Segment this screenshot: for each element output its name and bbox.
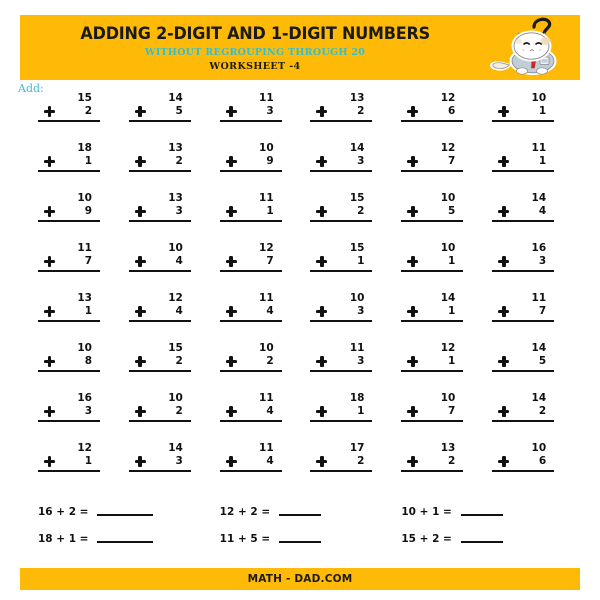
plus-icon bbox=[44, 456, 55, 467]
addend-bottom: 7 bbox=[538, 305, 547, 317]
addend-top: 10 bbox=[168, 242, 183, 254]
problem-row bbox=[38, 442, 583, 492]
answer-rule bbox=[38, 170, 100, 172]
problem-row bbox=[38, 392, 583, 442]
answer-rule bbox=[492, 370, 554, 372]
equation-answer-blank[interactable] bbox=[97, 514, 153, 516]
plus-icon bbox=[407, 306, 418, 317]
addend-top: 13 bbox=[168, 142, 183, 154]
addend-bottom: 3 bbox=[175, 205, 183, 217]
addend-bottom: 8 bbox=[84, 355, 92, 367]
addend-top: 11 bbox=[77, 242, 92, 254]
addend-bottom: 6 bbox=[538, 455, 547, 467]
answer-rule bbox=[492, 420, 554, 422]
problem-cell[interactable] bbox=[492, 142, 583, 192]
site-credit-label: MATH - DAD.COM bbox=[247, 573, 353, 585]
equation-expression: 15 + 2 = bbox=[401, 532, 452, 545]
plus-icon bbox=[135, 456, 146, 467]
addend-top: 10 bbox=[259, 142, 274, 154]
problem-row bbox=[38, 242, 583, 292]
plus-icon bbox=[316, 256, 327, 267]
problem-cell[interactable] bbox=[492, 192, 583, 242]
answer-rule bbox=[310, 270, 372, 272]
addend-bottom: 1 bbox=[84, 305, 92, 317]
answer-rule bbox=[220, 270, 282, 272]
answer-rule bbox=[310, 120, 372, 122]
answer-rule bbox=[310, 220, 372, 222]
plus-icon bbox=[407, 406, 418, 417]
plus-icon bbox=[407, 206, 418, 217]
answer-rule bbox=[220, 420, 282, 422]
answer-rule bbox=[401, 270, 463, 272]
problem-cell[interactable] bbox=[129, 342, 220, 392]
plus-icon bbox=[226, 206, 237, 217]
addend-top: 18 bbox=[349, 392, 365, 404]
addend-bottom: 1 bbox=[357, 405, 365, 417]
equation-cell[interactable] bbox=[401, 498, 583, 525]
problem-cell[interactable] bbox=[220, 142, 311, 192]
addend-bottom: 2 bbox=[175, 405, 183, 417]
addend-bottom: 4 bbox=[266, 305, 274, 317]
footer-banner bbox=[20, 568, 580, 590]
problem-cell[interactable] bbox=[129, 292, 220, 342]
addend-top: 16 bbox=[77, 392, 92, 404]
plus-icon bbox=[135, 356, 146, 367]
equation-answer-blank[interactable] bbox=[461, 514, 503, 516]
addend-bottom: 1 bbox=[266, 205, 274, 217]
addend-bottom: 1 bbox=[357, 255, 365, 267]
answer-rule bbox=[220, 320, 282, 322]
addend-top: 10 bbox=[77, 342, 92, 354]
plus-icon bbox=[226, 356, 237, 367]
addend-top: 12 bbox=[440, 92, 456, 104]
problem-cell[interactable] bbox=[401, 292, 492, 342]
equation-answer-blank[interactable] bbox=[279, 541, 321, 543]
equation-answer-blank[interactable] bbox=[279, 514, 321, 516]
addend-bottom: 4 bbox=[266, 455, 274, 467]
plus-icon bbox=[407, 156, 418, 167]
answer-rule bbox=[38, 220, 100, 222]
addend-top: 10 bbox=[440, 392, 456, 404]
equation-row bbox=[38, 525, 583, 552]
problem-cell[interactable] bbox=[129, 442, 220, 492]
addend-bottom: 9 bbox=[84, 205, 92, 217]
addend-top: 11 bbox=[259, 292, 274, 304]
addend-top: 13 bbox=[349, 92, 365, 104]
answer-rule bbox=[220, 170, 282, 172]
problem-cell[interactable] bbox=[129, 392, 220, 442]
plus-icon bbox=[316, 356, 327, 367]
addend-top: 10 bbox=[531, 442, 547, 454]
answer-rule bbox=[38, 370, 100, 372]
problem-cell[interactable] bbox=[401, 142, 492, 192]
answer-rule bbox=[220, 220, 282, 222]
addend-bottom: 2 bbox=[84, 105, 92, 117]
answer-rule bbox=[220, 370, 282, 372]
equation-answer-blank[interactable] bbox=[97, 541, 153, 543]
header-banner bbox=[20, 15, 580, 80]
problem-cell[interactable] bbox=[310, 392, 401, 442]
plus-icon bbox=[135, 106, 146, 117]
equation-answer-blank[interactable] bbox=[461, 541, 503, 543]
addend-top: 14 bbox=[531, 392, 547, 404]
addend-bottom: 3 bbox=[84, 405, 92, 417]
answer-rule bbox=[38, 470, 100, 472]
addend-top: 11 bbox=[259, 392, 274, 404]
plus-icon bbox=[498, 306, 509, 317]
addend-top: 11 bbox=[259, 442, 274, 454]
addend-top: 14 bbox=[531, 342, 547, 354]
plus-icon bbox=[498, 356, 509, 367]
plus-icon bbox=[316, 206, 327, 217]
problem-cell[interactable] bbox=[129, 242, 220, 292]
addend-top: 12 bbox=[440, 342, 456, 354]
addend-bottom: 1 bbox=[448, 255, 456, 267]
plus-icon bbox=[44, 256, 55, 267]
problem-cell[interactable] bbox=[401, 192, 492, 242]
addend-top: 11 bbox=[531, 292, 547, 304]
problem-cell[interactable] bbox=[38, 292, 129, 342]
answer-rule bbox=[38, 320, 100, 322]
problem-cell[interactable] bbox=[492, 92, 583, 142]
answer-rule bbox=[129, 120, 191, 122]
answer-rule bbox=[401, 120, 463, 122]
problem-row bbox=[38, 92, 583, 142]
problem-cell[interactable] bbox=[38, 142, 129, 192]
plus-icon bbox=[316, 456, 327, 467]
addend-top: 14 bbox=[168, 442, 183, 454]
plus-icon bbox=[44, 156, 55, 167]
addend-top: 12 bbox=[77, 442, 92, 454]
problem-cell[interactable] bbox=[220, 392, 311, 442]
problem-cell[interactable] bbox=[492, 442, 583, 492]
addend-top: 10 bbox=[77, 192, 92, 204]
addend-top: 14 bbox=[168, 92, 183, 104]
addend-bottom: 2 bbox=[266, 355, 274, 367]
problem-cell[interactable] bbox=[220, 342, 311, 392]
problem-row bbox=[38, 142, 583, 192]
equation-expression: 11 + 5 = bbox=[219, 532, 271, 545]
answer-rule bbox=[310, 170, 372, 172]
addend-bottom: 3 bbox=[357, 305, 365, 317]
equation-row bbox=[38, 498, 583, 525]
plus-icon bbox=[226, 256, 237, 267]
problem-cell[interactable] bbox=[492, 292, 583, 342]
addend-bottom: 1 bbox=[538, 155, 547, 167]
equation-cell[interactable] bbox=[220, 525, 402, 552]
cat-mascot-icon bbox=[478, 13, 574, 83]
add-instruction-label: Add: bbox=[18, 82, 44, 95]
answer-rule bbox=[129, 170, 191, 172]
problem-cell[interactable] bbox=[310, 192, 401, 242]
problem-cell[interactable] bbox=[401, 342, 492, 392]
plus-icon bbox=[135, 256, 146, 267]
addend-bottom: 7 bbox=[84, 255, 92, 267]
plus-icon bbox=[498, 106, 509, 117]
problem-cell[interactable] bbox=[310, 92, 401, 142]
addend-bottom: 2 bbox=[175, 155, 183, 167]
plus-icon bbox=[226, 306, 237, 317]
equation-expression: 16 + 2 = bbox=[38, 505, 89, 518]
addend-bottom: 7 bbox=[448, 405, 456, 417]
addend-top: 10 bbox=[531, 92, 547, 104]
plus-icon bbox=[135, 406, 146, 417]
answer-rule bbox=[129, 420, 191, 422]
problem-cell[interactable] bbox=[38, 442, 129, 492]
plus-icon bbox=[135, 306, 146, 317]
answer-rule bbox=[401, 470, 463, 472]
addend-bottom: 1 bbox=[448, 305, 456, 317]
plus-icon bbox=[498, 206, 509, 217]
problem-row bbox=[38, 342, 583, 392]
problem-cell[interactable] bbox=[310, 342, 401, 392]
answer-rule bbox=[492, 270, 554, 272]
plus-icon bbox=[498, 256, 509, 267]
answer-rule bbox=[492, 170, 554, 172]
problem-cell[interactable] bbox=[220, 92, 311, 142]
addend-bottom: 3 bbox=[175, 455, 183, 467]
problem-cell[interactable] bbox=[129, 192, 220, 242]
plus-icon bbox=[44, 206, 55, 217]
equation-expression: 10 + 1 = bbox=[401, 505, 452, 518]
answer-rule bbox=[310, 370, 372, 372]
answer-rule bbox=[129, 270, 191, 272]
addend-bottom: 4 bbox=[175, 255, 183, 267]
problem-cell[interactable] bbox=[401, 392, 492, 442]
plus-icon bbox=[226, 406, 237, 417]
addend-bottom: 7 bbox=[448, 155, 456, 167]
plus-icon bbox=[498, 406, 509, 417]
plus-icon bbox=[407, 106, 418, 117]
addend-top: 13 bbox=[77, 292, 92, 304]
problem-row bbox=[38, 192, 583, 242]
answer-rule bbox=[129, 470, 191, 472]
addend-top: 13 bbox=[440, 442, 456, 454]
addend-top: 14 bbox=[349, 142, 365, 154]
addend-bottom: 6 bbox=[448, 105, 456, 117]
addend-top: 12 bbox=[168, 292, 183, 304]
worksheet-number-label: WORKSHEET -4 bbox=[209, 60, 301, 72]
problem-cell[interactable] bbox=[401, 92, 492, 142]
answer-rule bbox=[401, 170, 463, 172]
plus-icon bbox=[44, 106, 55, 117]
addend-bottom: 5 bbox=[175, 105, 183, 117]
addend-bottom: 7 bbox=[266, 255, 274, 267]
plus-icon bbox=[498, 456, 509, 467]
addend-bottom: 5 bbox=[448, 205, 456, 217]
answer-rule bbox=[38, 120, 100, 122]
problem-cell[interactable] bbox=[220, 242, 311, 292]
addend-top: 13 bbox=[168, 192, 183, 204]
addend-bottom: 3 bbox=[357, 355, 365, 367]
addend-bottom: 4 bbox=[538, 205, 547, 217]
problem-cell[interactable] bbox=[38, 192, 129, 242]
problem-cell[interactable] bbox=[129, 142, 220, 192]
addend-bottom: 1 bbox=[84, 455, 92, 467]
problem-cell[interactable] bbox=[220, 292, 311, 342]
addend-top: 15 bbox=[349, 242, 365, 254]
answer-rule bbox=[129, 220, 191, 222]
answer-rule bbox=[310, 470, 372, 472]
addend-top: 18 bbox=[77, 142, 92, 154]
answer-rule bbox=[401, 370, 463, 372]
plus-icon bbox=[44, 306, 55, 317]
addend-bottom: 2 bbox=[357, 455, 365, 467]
plus-icon bbox=[44, 406, 55, 417]
addend-bottom: 4 bbox=[266, 405, 274, 417]
addend-bottom: 1 bbox=[448, 355, 456, 367]
plus-icon bbox=[316, 156, 327, 167]
addend-top: 16 bbox=[531, 242, 547, 254]
problem-grid bbox=[38, 92, 583, 492]
equation-cell[interactable] bbox=[220, 498, 402, 525]
plus-icon bbox=[407, 356, 418, 367]
addend-top: 10 bbox=[259, 342, 274, 354]
answer-rule bbox=[129, 370, 191, 372]
plus-icon bbox=[316, 406, 327, 417]
addend-top: 10 bbox=[440, 242, 456, 254]
answer-rule bbox=[401, 220, 463, 222]
addend-bottom: 3 bbox=[357, 155, 365, 167]
page-subtitle: WITHOUT REGROUPING THROUGH 20 bbox=[144, 46, 366, 58]
addend-top: 14 bbox=[531, 192, 547, 204]
equation-cell[interactable] bbox=[401, 525, 583, 552]
addend-top: 14 bbox=[440, 292, 456, 304]
addend-top: 10 bbox=[440, 192, 456, 204]
addend-bottom: 1 bbox=[538, 105, 547, 117]
problem-cell[interactable] bbox=[401, 242, 492, 292]
addend-bottom: 1 bbox=[84, 155, 92, 167]
addend-top: 17 bbox=[349, 442, 365, 454]
answer-rule bbox=[401, 320, 463, 322]
equation-expression: 18 + 1 = bbox=[38, 532, 89, 545]
answer-rule bbox=[220, 120, 282, 122]
answer-rule bbox=[492, 470, 554, 472]
answer-rule bbox=[310, 320, 372, 322]
addend-bottom: 9 bbox=[266, 155, 274, 167]
addend-bottom: 2 bbox=[357, 205, 365, 217]
addend-bottom: 3 bbox=[266, 105, 274, 117]
header-text-group bbox=[20, 15, 490, 80]
addend-bottom: 2 bbox=[448, 455, 456, 467]
addend-top: 10 bbox=[349, 292, 365, 304]
answer-rule bbox=[220, 470, 282, 472]
addend-top: 11 bbox=[259, 92, 274, 104]
addend-bottom: 2 bbox=[538, 405, 547, 417]
problem-cell[interactable] bbox=[310, 292, 401, 342]
addend-top: 11 bbox=[349, 342, 365, 354]
answer-rule bbox=[492, 320, 554, 322]
problem-cell[interactable] bbox=[220, 442, 311, 492]
addend-bottom: 4 bbox=[175, 305, 183, 317]
answer-rule bbox=[38, 420, 100, 422]
addend-bottom: 2 bbox=[175, 355, 183, 367]
addend-top: 15 bbox=[77, 92, 92, 104]
page-title: ADDING 2-DIGIT AND 1-DIGIT NUMBERS bbox=[80, 24, 430, 44]
plus-icon bbox=[44, 356, 55, 367]
addend-top: 15 bbox=[349, 192, 365, 204]
addend-top: 10 bbox=[168, 392, 183, 404]
plus-icon bbox=[135, 206, 146, 217]
equation-cell[interactable] bbox=[38, 525, 220, 552]
addend-top: 12 bbox=[440, 142, 456, 154]
equation-expression: 12 + 2 = bbox=[219, 505, 271, 518]
horizontal-equations-section bbox=[38, 498, 583, 552]
problem-cell[interactable] bbox=[310, 142, 401, 192]
plus-icon bbox=[316, 306, 327, 317]
problem-cell[interactable] bbox=[129, 92, 220, 142]
problem-cell[interactable] bbox=[38, 392, 129, 442]
addend-bottom: 5 bbox=[538, 355, 547, 367]
problem-cell[interactable] bbox=[401, 442, 492, 492]
plus-icon bbox=[226, 456, 237, 467]
problem-cell[interactable] bbox=[492, 392, 583, 442]
addend-top: 12 bbox=[259, 242, 274, 254]
addend-bottom: 2 bbox=[357, 105, 365, 117]
problem-cell[interactable] bbox=[310, 442, 401, 492]
addend-top: 11 bbox=[259, 192, 274, 204]
equation-cell[interactable] bbox=[38, 498, 220, 525]
plus-icon bbox=[498, 156, 509, 167]
addend-top: 15 bbox=[168, 342, 183, 354]
addend-top: 11 bbox=[531, 142, 547, 154]
plus-icon bbox=[316, 106, 327, 117]
problem-cell[interactable] bbox=[38, 342, 129, 392]
answer-rule bbox=[492, 120, 554, 122]
answer-rule bbox=[310, 420, 372, 422]
problem-cell[interactable] bbox=[492, 342, 583, 392]
addend-bottom: 3 bbox=[538, 255, 547, 267]
answer-rule bbox=[492, 220, 554, 222]
plus-icon bbox=[226, 106, 237, 117]
problem-cell[interactable] bbox=[38, 92, 129, 142]
plus-icon bbox=[407, 456, 418, 467]
answer-rule bbox=[129, 320, 191, 322]
problem-row bbox=[38, 292, 583, 342]
plus-icon bbox=[226, 156, 237, 167]
problem-cell[interactable] bbox=[220, 192, 311, 242]
problem-cell[interactable] bbox=[310, 242, 401, 292]
plus-icon bbox=[407, 256, 418, 267]
answer-rule bbox=[401, 420, 463, 422]
plus-icon bbox=[135, 156, 146, 167]
problem-cell[interactable] bbox=[492, 242, 583, 292]
answer-rule bbox=[38, 270, 100, 272]
problem-cell[interactable] bbox=[38, 242, 129, 292]
